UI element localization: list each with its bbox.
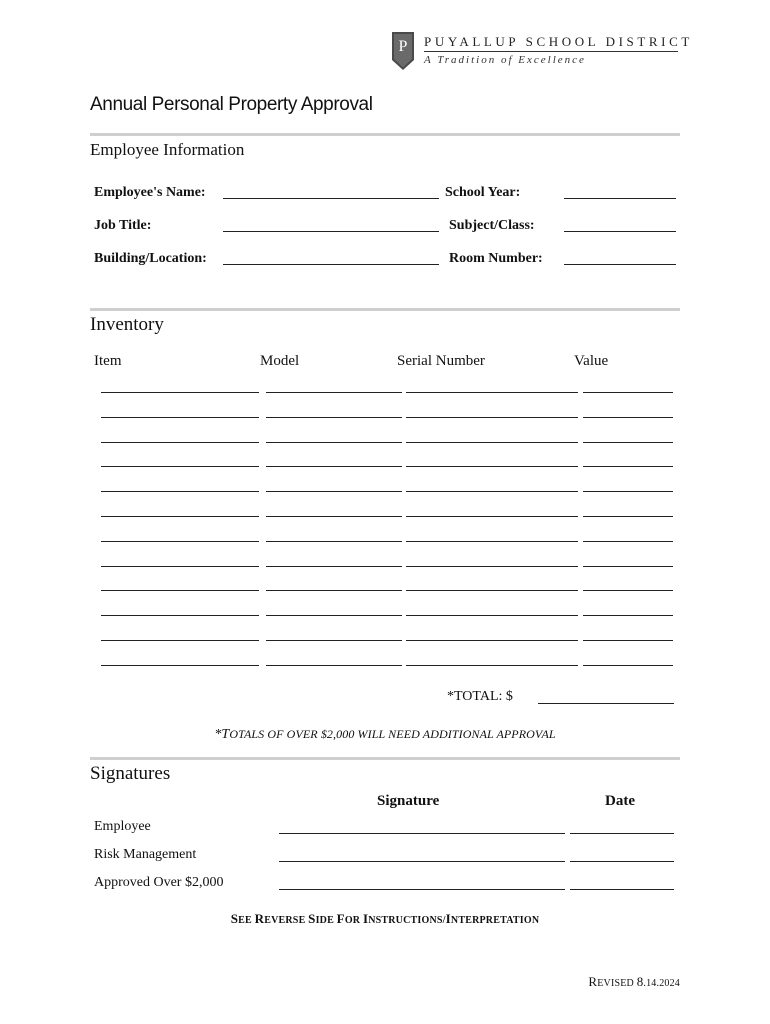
reverse-side-note (0, 911, 770, 927)
inventory-model-field[interactable] (266, 516, 402, 517)
inventory-model-field[interactable] (266, 640, 402, 641)
inventory-serial-field[interactable] (406, 466, 578, 467)
inventory-serial-field[interactable] (406, 590, 578, 591)
total-field[interactable] (538, 703, 674, 704)
caption-capital: R (254, 911, 265, 926)
page-title: Annual Personal Property Approval (90, 94, 373, 115)
subject-class-label: Subject/Class: (449, 218, 535, 233)
inventory-item-field[interactable] (101, 590, 259, 591)
inventory-model-field[interactable] (266, 442, 402, 443)
inventory-model-field[interactable] (266, 541, 402, 542)
district-tagline: A Tradition of Excellence (424, 54, 586, 66)
inventory-divider (90, 308, 680, 311)
inventory-value-field[interactable] (583, 491, 673, 492)
district-shield-icon (392, 32, 414, 70)
caption-capital: 8 (636, 974, 644, 989)
inventory-value-field[interactable] (583, 590, 673, 591)
school-year-label: School Year: (445, 185, 521, 200)
room-number-label: Room Number: (449, 251, 543, 266)
approved-over-label: Approved Over $2,000 (94, 875, 224, 890)
caption-capital: S (308, 911, 316, 926)
inventory-serial-field[interactable] (406, 541, 578, 542)
caption-capital: S (230, 911, 239, 926)
inventory-item-field[interactable] (101, 516, 259, 517)
inventory-model-field[interactable] (266, 566, 402, 567)
inventory-item-field[interactable] (101, 491, 259, 492)
column-header-model: Model (260, 353, 300, 369)
revision-date (588, 974, 680, 990)
building-location-label: Building/Location: (94, 251, 207, 266)
inventory-serial-field[interactable] (406, 665, 578, 666)
inventory-value-field[interactable] (583, 442, 673, 443)
job-title-field[interactable] (223, 231, 439, 232)
inventory-value-field[interactable] (583, 392, 673, 393)
risk-management-signature-field[interactable] (279, 861, 565, 862)
inventory-serial-field[interactable] (406, 491, 578, 492)
logo-divider (424, 51, 678, 52)
inventory-serial-field[interactable] (406, 516, 578, 517)
inventory-serial-field[interactable] (406, 392, 578, 393)
inventory-item-field[interactable] (101, 466, 259, 467)
subject-class-field[interactable] (564, 231, 676, 232)
inventory-item-field[interactable] (101, 665, 259, 666)
inventory-model-field[interactable] (266, 665, 402, 666)
employee-name-label: Employee's Name: (94, 185, 206, 200)
employee-signature-label: Employee (94, 819, 151, 834)
revision-date-text: REVISED 8.14.2024 (588, 974, 680, 989)
signatures-divider (90, 757, 680, 760)
risk-management-date-field[interactable] (570, 861, 674, 862)
inventory-item-field[interactable] (101, 392, 259, 393)
caption-capital: F (336, 911, 345, 926)
title-divider (90, 133, 680, 136)
inventory-item-field[interactable] (101, 566, 259, 567)
inventory-model-field[interactable] (266, 590, 402, 591)
school-year-field[interactable] (564, 198, 676, 199)
approved-over-signature-field[interactable] (279, 889, 565, 890)
approval-note-text: OTALS OF OVER $2,000 WILL NEED ADDITIONAL APPROVAL (229, 727, 556, 741)
inventory-serial-field[interactable] (406, 640, 578, 641)
inventory-item-field[interactable] (101, 615, 259, 616)
date-column-header: Date (605, 793, 635, 809)
inventory-heading: Inventory (90, 314, 164, 335)
employee-date-field[interactable] (570, 833, 674, 834)
total-label: *TOTAL: $ (447, 689, 513, 704)
caption-capital: I (362, 911, 369, 926)
district-name: PUYALLUP SCHOOL DISTRICT (424, 34, 693, 49)
inventory-model-field[interactable] (266, 466, 402, 467)
inventory-model-field[interactable] (266, 491, 402, 492)
column-header-serial: Serial Number (397, 353, 485, 369)
inventory-model-field[interactable] (266, 417, 402, 418)
building-location-field[interactable] (223, 264, 439, 265)
room-number-field[interactable] (564, 264, 676, 265)
caption-capital: I (445, 911, 451, 926)
inventory-serial-field[interactable] (406, 566, 578, 567)
risk-management-label: Risk Management (94, 847, 197, 862)
inventory-item-field[interactable] (101, 541, 259, 542)
inventory-model-field[interactable] (266, 615, 402, 616)
inventory-value-field[interactable] (583, 665, 673, 666)
logo-letter: P (398, 38, 408, 55)
caption-capital: R (588, 974, 598, 989)
approval-note (0, 727, 770, 743)
job-title-label: Job Title: (94, 218, 152, 233)
signature-column-header: Signature (377, 793, 440, 809)
column-header-value: Value (574, 353, 609, 369)
signatures-heading: Signatures (90, 763, 171, 784)
approved-over-date-field[interactable] (570, 889, 674, 890)
employee-signature-field[interactable] (279, 833, 565, 834)
inventory-value-field[interactable] (583, 566, 673, 567)
inventory-value-field[interactable] (583, 466, 673, 467)
employee-info-heading: Employee Information (90, 140, 245, 159)
inventory-value-field[interactable] (583, 541, 673, 542)
inventory-value-field[interactable] (583, 417, 673, 418)
employee-name-field[interactable] (223, 198, 439, 199)
inventory-serial-field[interactable] (406, 442, 578, 443)
inventory-serial-field[interactable] (406, 615, 578, 616)
reverse-side-text: SEE REVERSE SIDE FOR INSTRUCTIONS/INTERPRETATION (230, 911, 540, 926)
inventory-value-field[interactable] (583, 640, 673, 641)
inventory-item-field[interactable] (101, 442, 259, 443)
approval-note-lead: *T (214, 727, 230, 742)
inventory-value-field[interactable] (583, 615, 673, 616)
inventory-item-field[interactable] (101, 417, 259, 418)
inventory-value-field[interactable] (583, 516, 673, 517)
inventory-serial-field[interactable] (406, 417, 578, 418)
column-header-item: Item (94, 353, 122, 369)
inventory-model-field[interactable] (266, 392, 402, 393)
inventory-item-field[interactable] (101, 640, 259, 641)
